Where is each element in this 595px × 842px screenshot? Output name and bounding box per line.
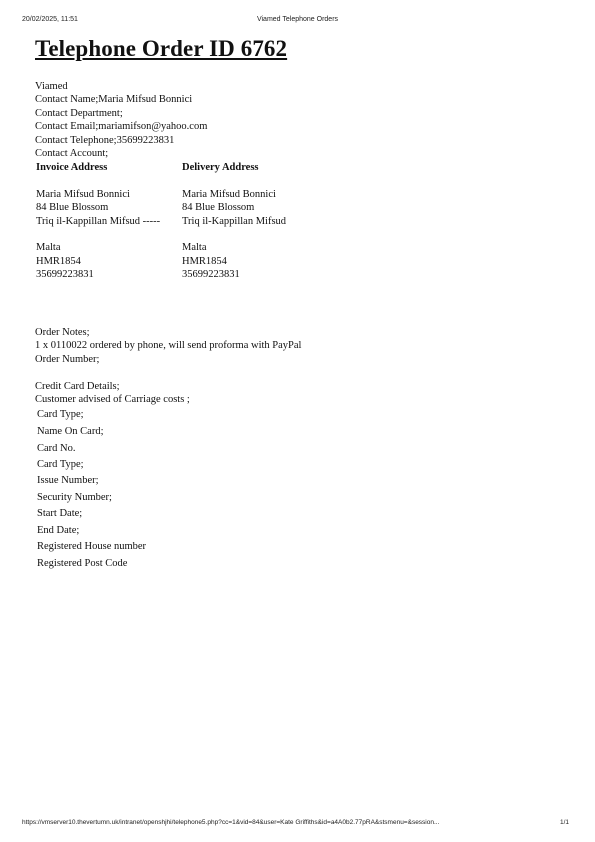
contact-email: Contact Email;mariamifson@yahoo.com	[35, 121, 208, 132]
payment-field: Issue Number;	[37, 475, 99, 486]
credit-card-details: Credit Card Details;	[35, 381, 120, 392]
order-notes-label: Order Notes;	[35, 327, 90, 338]
invoice-address-line: Maria Mifsud Bonnici	[36, 189, 130, 200]
page-title: Telephone Order ID 6762	[35, 36, 288, 61]
payment-field: Start Date;	[37, 508, 83, 519]
payment-field: Registered House number	[37, 541, 147, 552]
payment-field: End Date;	[37, 525, 80, 536]
payment-field: Card Type;	[37, 459, 84, 470]
invoice-address-line: Malta	[36, 242, 61, 253]
invoice-address-heading: Invoice Address	[36, 162, 108, 173]
print-header-title: Viamed Telephone Orders	[256, 16, 339, 23]
invoice-address-line: Triq il-Kappillan Mifsud -----	[36, 216, 161, 227]
print-footer-url: https://vmserver10.thevertumn.uk/intranet/openshjhi/telephone5.php?cc=1&vid=84&user=Kate Griffiths&id=a4A0b2.77pRA&stsmenu=&session...	[22, 819, 440, 826]
contact-telephone: Contact Telephone;35699223831	[35, 135, 175, 146]
payment-field: Name On Card;	[37, 426, 104, 437]
print-footer-page: 1/1	[559, 819, 569, 826]
invoice-address-line: 35699223831	[36, 269, 94, 280]
delivery-address-heading: Delivery Address	[182, 162, 259, 173]
order-notes-text: 1 x 0110022 ordered by phone, will send proforma with PayPal	[35, 340, 302, 351]
payment-field: Card No.	[37, 443, 76, 454]
payment-field: Security Number;	[37, 492, 112, 503]
delivery-address-line: HMR1854	[182, 256, 227, 267]
order-number: Order Number;	[35, 354, 100, 365]
delivery-address-line: Maria Mifsud Bonnici	[182, 189, 276, 200]
print-header-datetime: 20/02/2025, 11:51	[22, 16, 78, 23]
payment-field: Card Type;	[37, 409, 84, 420]
delivery-address-line: 84 Blue Blossom	[182, 202, 255, 213]
invoice-address-line: 84 Blue Blossom	[36, 202, 109, 213]
contact-name: Contact Name;Maria Mifsud Bonnici	[35, 94, 193, 105]
delivery-address-line: Triq il-Kappillan Mifsud	[182, 216, 287, 227]
delivery-address-line: Malta	[182, 242, 207, 253]
contact-account: Contact Account;	[35, 148, 109, 159]
invoice-address-line: HMR1854	[36, 256, 81, 267]
contact-department: Contact Department;	[35, 108, 123, 119]
company-name: Viamed	[35, 81, 68, 92]
carriage-costs: Customer advised of Carriage costs ;	[35, 394, 190, 405]
payment-field: Registered Post Code	[37, 558, 128, 569]
delivery-address-line: 35699223831	[182, 269, 240, 280]
